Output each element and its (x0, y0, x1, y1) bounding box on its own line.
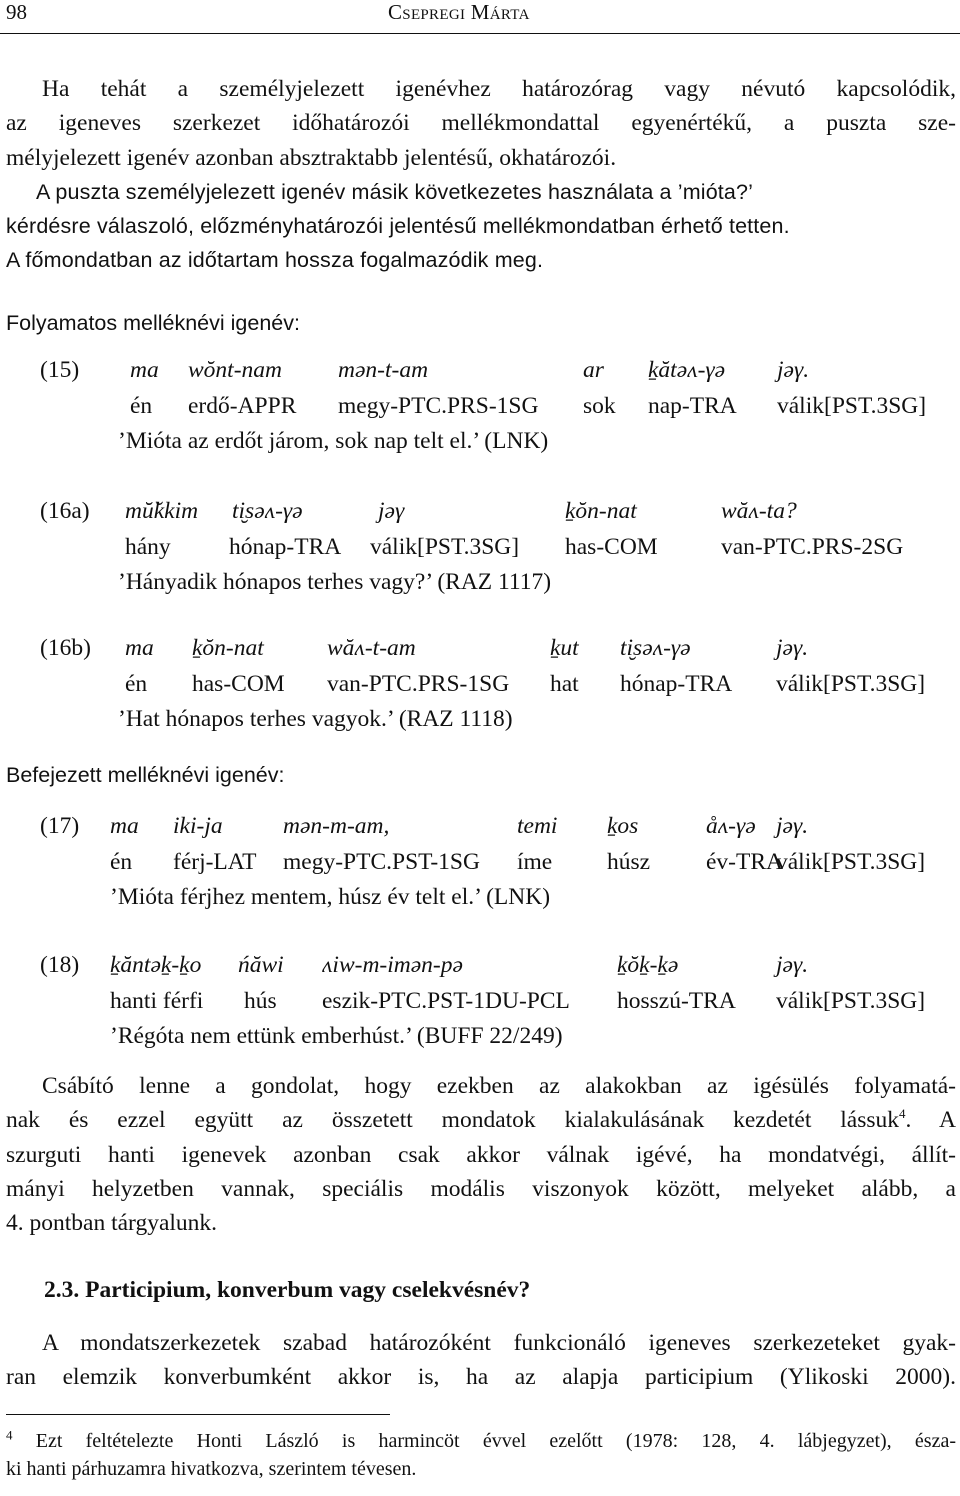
paragraph-line: mélyjelezett igenév azonban absztraktabb jelentésű, okhatározói. (6, 144, 617, 171)
page-number: 98 (6, 0, 27, 24)
example-number: (18) (40, 952, 80, 978)
gloss: erdő-APPR (188, 393, 297, 419)
example-number: (16b) (40, 635, 91, 661)
translation: ’Mióta férjhez mentem, húsz év telt el.’ (LNK) (110, 884, 551, 910)
word: ʌiw-m-imən-pə (322, 952, 463, 978)
word: ti̮səʌ-γə (620, 635, 691, 661)
word: ḵăntəḵ-ḵo (110, 952, 202, 978)
gloss: férj-LAT (173, 849, 257, 875)
gloss: én (110, 849, 133, 875)
paragraph-line (6, 1103, 956, 1137)
gloss: has-COM (565, 534, 658, 560)
gloss: hús (244, 988, 277, 1014)
footnote-text: Ezt feltételezte Honti László is harmincöt évvel ezelőtt (1978: 128, 4. lábjegyzet), észa- (12, 1430, 956, 1452)
example-number: (15) (40, 357, 80, 383)
gloss: van-PTC.PRS-1SG (327, 671, 510, 697)
gloss: eszik-PTC.PST-1DU-PCL (322, 988, 570, 1014)
gloss: válik[PST.3SG] (370, 534, 520, 560)
gloss: válik[PST.3SG] (776, 671, 926, 697)
gloss: hány (125, 534, 171, 560)
word: wŏnt-nam (188, 357, 282, 383)
footnote-rule (6, 1414, 390, 1415)
gloss: megy-PTC.PST-1SG (283, 849, 480, 875)
paragraph-text: nak és ezzel együtt az összetett mondatok kialakulásának kezdetét lássuk (6, 1107, 900, 1134)
word: ḵŏḵ-ḵə (617, 952, 679, 978)
paragraph-line: ran elemzik konverbumként akkor is, ha az alapja participium (Ylikoski 2000). (6, 1364, 956, 1391)
gloss: nap-TRA (648, 393, 737, 419)
footnote-line (6, 1427, 956, 1455)
translation: ’Hat hónapos terhes vagyok.’ (RAZ 1118) (118, 706, 513, 732)
word: ti̮səʌ-γə (232, 498, 303, 524)
gloss: hónap-TRA (620, 671, 733, 697)
example-number: (16a) (40, 498, 90, 524)
running-head-author: Csepregi Márta (388, 0, 530, 24)
gloss: megy-PTC.PRS-1SG (338, 393, 539, 419)
paragraph-line: A főmondatban az időtartam hossza fogalmazódik meg. (6, 248, 544, 273)
second-paragraph (36, 175, 950, 209)
paragraph-line: Ha tehát a személyjelezett igenévhez határozórag vagy névutó kapcsolódik, (42, 76, 956, 102)
word: ma (130, 357, 159, 383)
word: ḵŏn-nat (192, 635, 264, 661)
paragraph-line: szurguti hanti igenevek azonban csak akkor válnak igévé, ha mondatvégi, állít- (6, 1141, 956, 1168)
gloss: sok (583, 393, 616, 419)
word: ḵŏn-nat (565, 498, 637, 524)
footnote-line: ki hanti párhuzamra hivatkozva, szerintem tévesen. (6, 1458, 417, 1480)
footnote (6, 1427, 956, 1483)
paragraph-text: . A (905, 1107, 956, 1134)
word: ma (110, 813, 139, 839)
page-header (0, 0, 960, 30)
word: ḵut (550, 635, 579, 661)
paragraph-line: 4. pontban tárgyalunk. (6, 1210, 218, 1237)
word: temi (517, 813, 558, 839)
word: iki-ja (173, 813, 223, 839)
word: ar (583, 357, 604, 383)
word: mən-m-am, (283, 813, 390, 839)
word: ḵos (607, 813, 639, 839)
footnote-mark: 4 (6, 1427, 13, 1443)
gloss: év-TRA (706, 849, 784, 875)
section-label-imperfect: Folyamatos melléknévi igenév: (6, 311, 300, 335)
gloss: én (125, 671, 148, 697)
word: jəγ. (776, 952, 809, 978)
paragraph-line: mányi helyzetben vannak, speciális modális viszonyok között, melyeket alább, a (6, 1175, 956, 1202)
gloss: hanti férfi (110, 988, 204, 1014)
gloss: van-PTC.PRS-2SG (721, 534, 904, 560)
gloss: válik[PST.3SG] (776, 988, 926, 1014)
translation: ’Hányadik hónapos terhes vagy?’ (RAZ 1117) (118, 569, 552, 595)
paragraph-line: A puszta személyjelezett igenév másik következetes használata a ’mióta?’ (36, 180, 754, 204)
gloss: íme (517, 849, 553, 875)
word: jəγ. (776, 635, 809, 661)
paragraph-line: kérdésre válaszoló, előzményhatározói jelentésű mellékmondatban érhető tetten. (6, 214, 790, 238)
gloss: én (130, 393, 153, 419)
paragraph-line: Csábító lenne a gondolat, hogy ezekben az alakokban az igésülés folyamatá- (42, 1073, 956, 1099)
word: ma (125, 635, 154, 661)
word: jəγ. (777, 357, 810, 383)
intro-paragraph (6, 72, 956, 175)
word: jəγ (378, 498, 405, 524)
word: mŭ̆kkim (125, 498, 199, 524)
section-paragraph (6, 1326, 956, 1395)
word: ḵătəʌ-γə (648, 357, 726, 383)
section-label-perfect: Befejezett melléknévi igenév: (6, 763, 285, 787)
closing-paragraph (6, 1069, 956, 1240)
gloss: válik[PST.3SG] (777, 393, 927, 419)
translation: ’Mióta az erdőt járom, sok nap telt el.’ (LNK) (118, 428, 549, 454)
gloss: válik[PST.3SG] (776, 849, 926, 875)
word: mən-t-am (338, 357, 429, 383)
word: ńăwi (238, 952, 284, 978)
paragraph-line: az igeneves szerkezet időhatározói mellékmondattal egyenértékű, a puszta sze- (6, 110, 956, 137)
gloss: húsz (607, 849, 651, 875)
second-paragraph-cont (6, 209, 956, 278)
gloss: has-COM (192, 671, 285, 697)
example-number: (17) (40, 813, 80, 839)
translation: ’Régóta nem ettünk emberhúst.’ (BUFF 22/249) (110, 1023, 563, 1049)
word: wăʌ-t-am (327, 635, 416, 661)
gloss: hat (550, 671, 579, 697)
gloss: hosszú-TRA (617, 988, 736, 1014)
gloss: hónap-TRA (229, 534, 342, 560)
word: wăʌ-ta? (721, 498, 797, 524)
section-heading: 2.3. Participium, konverbum vagy cselekvésnév? (44, 1277, 531, 1303)
word: åʌ-γə (706, 813, 756, 839)
header-rule (0, 33, 960, 34)
paragraph-line: A mondatszerkezetek szabad határozóként funkcionáló igeneves szerkezeteket gyak- (42, 1330, 956, 1356)
footnote-reference[interactable]: 4 (899, 1106, 906, 1122)
word: jəγ. (776, 813, 809, 839)
